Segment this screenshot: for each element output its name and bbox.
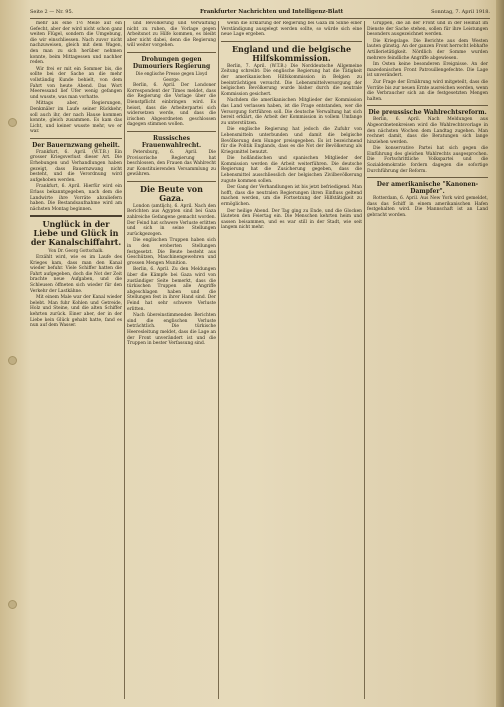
issue-date: Sonntag, 7. April 1918. — [431, 9, 490, 15]
column-2 — [127, 21, 216, 699]
article-subheadline: Die englische Presse gegen Lloyd George. — [135, 70, 208, 82]
page-edge — [496, 0, 504, 707]
article-headline: Russisches Frauenwahlrecht. — [141, 134, 202, 149]
divider — [127, 131, 216, 132]
article-paragraph: Der heilige Abend. Der Tag ging zu Ende, und die Glocken läuteten den Feiertag ein. Die Menschen kehrten heim und sassen beisammen, und es war still in der Stadt, wie seit langem nicht mehr. — [221, 208, 362, 231]
article-paragraph: und Bevölkerung und Verwaltung nicht zu ruhen, die Vorlage gegen Arbeitsnot zu Hilfe kommen, es bleibt aber nicht dabei, denn die Regierung will weiter vorgehen. — [127, 21, 216, 49]
article-paragraph: Nachdem die amerikanischen Mitglieder der Kommission das Land verlassen haben, ist die Frage entstanden, wer die Versorgung fortführen soll. Die deutsche Verwaltung hat sich bereit erklärt, die Arbeit der Kommission in vollem Umfange zu unterstützen. — [221, 98, 362, 126]
article-paragraph: Im Osten keine besonderen Ereignisse. An der mazedonischen Front Patrouillengefechte. Die Lage ist unverändert. — [367, 62, 488, 79]
article-headline: Drohungen gegen Dumouriers Regierung — [132, 55, 211, 70]
column-1 — [30, 21, 122, 699]
article-headline: Der Bauernzwang geheilt. — [32, 141, 120, 149]
article-paragraph: Die holländischen und spanischen Mitglieder der Kommission werden die Arbeit weiterführen. Die deutsche Regierung hat die Zusicherung gegeben, dass die Lebensmittel ausschliesslich der belgischen Zivilbevölkerung zugute kommen sollen. — [221, 156, 362, 184]
article-paragraph: Berlin, 6. April. Nach Meldungen aus Abgeordnetenkreisen wird die Wahlrechtsvorlage in den nächsten Wochen dem Landtag zugehen. Man rechnet damit, dass die Beratungen sich lange hinziehen werden. — [367, 117, 488, 145]
binding-hole — [8, 600, 17, 609]
article-paragraph: Rotterdam, 6. April. Aus New York wird gemeldet, dass das Schiff in einem amerikanischen Hafen festgehalten wird. Die Mannschaft ist an Land gebracht worden. — [367, 196, 488, 219]
article-paragraph: Mit einem Male war der Kanal wieder belebt. Man fuhr Kohlen und Getreide, Holz und Steine, und die alten Schiffer kehrten zurück. Einer aber, der in der Liebe kein Glück gehabt hatte, fand es nun auf dem Wasser. — [30, 295, 122, 329]
article-paragraph: Nach übereinstimmenden Berichten sind die englischen Verluste beträchtlich. Die türkische Heeresleitung meldet, dass die Lage an der Front unverändert ist und die Truppen in bester Verfassung sind. — [127, 313, 216, 347]
article-paragraph: Mittags aber, Regierungen, Denkmäler im Laufe seiner Rückkehr, soll auch ihr, der nach Hause kommen konnte, gleich zusammen. Es kam das Licht, und keiner wusste mehr, wo er war. — [30, 101, 122, 135]
divider — [367, 177, 488, 178]
page-number: Seite 2 — Nr. 95. — [30, 9, 74, 15]
article-paragraph: Frankfurt, 6. April. (W.T.B.) Ein grosser Kriegsverlust dieser Art. Die Erhebungen und Verhandlungen haben gezeigt, dass Bauernzwang nicht besteht, und die Verordnung wird aufgehoben werden. — [30, 149, 122, 183]
article-paragraph: Petersburg, 6. April. Die Provisorische Regierung hat beschlossen, den Frauen das Wahlrecht zur Konstituierenden Versammlung zu gewähren. — [127, 149, 216, 178]
article-paragraph: Berlin, 6. April. Zu den Meldungen über die Kämpfe bei Gaza wird von zuständiger Seite bemerkt, dass die türkischen Truppen alle Angriffe abgeschlagen haben und die Stellungen fest in ihrer Hand sind. Der Feind hat sehr schwere Verluste erlitten. — [127, 267, 216, 312]
column-rule — [364, 21, 365, 699]
article-paragraph: Die englischen Truppen haben sich in den eroberten Stellungen festgesetzt. Die Beute besteht aus Geschützen, Maschinengewehren und grossen Mengen Munition. — [127, 238, 216, 266]
column-3 — [221, 21, 362, 699]
article-paragraph: Der Gang der Verhandlungen ist bis jetzt befriedigend. Man hofft, dass die neutralen Regierungen ihren Einfluss geltend machen werden, um die Fortsetzung der Hilfstätigkeit zu ermöglichen. — [221, 185, 362, 208]
article-headline: Die Beute von Gaza. — [140, 183, 203, 203]
divider — [221, 41, 362, 42]
divider — [127, 181, 216, 182]
article-headline: Die preussische Wahlrechtsreform. — [368, 109, 487, 117]
article-paragraph: Berlin, 7. April. (W.T.B.) Die Norddeutsche Allgemeine Zeitung schreibt: Die englische Regierung hat die Tätigkeit der amerikanischen Hilfskommission in Belgien zu beeinträchtigen versucht. Die Lebensmittelversorgung der belgischen Bevölkerung wurde bisher durch die neutrale Kommission gesichert. — [221, 63, 362, 97]
divider — [30, 215, 122, 217]
article-paragraph: wenn die Erklärung der Regierung bei Gaza im Sinne einer Verständigung ausgelegt werden sollte, so würde sich eine neue Lage ergeben. — [221, 21, 362, 38]
article-headline: England und die belgische Hilfskommission. — [231, 43, 352, 63]
article-paragraph: Frankfurt, 6. April. Hierfür wird ein Erlass bekanntgegeben, nach dem die Landwirte ihre Vorräte abzuliefern haben. Die Bestandsaufnahme wird am nächsten Montag beginnen. — [30, 184, 122, 212]
article-paragraph: Die konservative Partei hat sich gegen die Einführung des gleichen Wahlrechts ausgesprochen. Die Fortschrittliche Volkspartei und die Sozialdemokratie fordern dagegen die sofortige Durchführung der Reform. — [367, 146, 488, 174]
column-4 — [367, 21, 488, 699]
article-paragraph: Die englische Regierung hat jedoch die Zufuhr von Lebensmitteln unterbunden und damit die belgische Bevölkerung dem Hunger preisgegeben. Es ist bezeichnend für die Politik Englands, dass es die Not der Bevölkerung als Kriegsmittel benutzt. — [221, 127, 362, 155]
page-header — [30, 6, 490, 19]
divider — [127, 52, 216, 53]
article-paragraph: London (amtlich), 6. April. Nach den Berichten aus Ägypten sind bei Gaza zahlreiche Gefangene gemacht worden. Der Feind hat schwere Verluste erlitten und sich in seine Stellungen zurückgezogen. — [127, 203, 216, 237]
divider — [367, 105, 488, 106]
article-paragraph: Die Kriegslage. Die Berichte aus dem Westen lauten günstig. An der ganzen Front herrscht lebhafte Artillerietätigkeit. Nördlich der Somme wurden mehrere feindliche Angriffe abgewiesen. — [367, 38, 488, 61]
article-paragraph: Gruppen, die an der Front und in der Heimat im Dienste der Sache stehen, sollen für ihre Leistungen besonders ausgezeichnet werden. — [367, 21, 488, 38]
byline: Von Dr. Georg Gottschalk. — [48, 248, 104, 254]
column-rule — [218, 21, 219, 699]
binding-hole — [8, 118, 17, 127]
column-rule — [124, 21, 125, 699]
article-paragraph: Erzählt wird, wie es im Laufe des Krieges kam, dass man den Kanal wieder befuhr. Viele Schiffer hatten die Fahrt aufgegeben, doch die Not der Zeit brachte neue Aufgaben, und die Schleusen öffneten sich wieder für den Verkehr der Lastkähne. — [30, 255, 122, 294]
newspaper-title: Frankfurter Nachrichten und Intelligenz-Blatt — [200, 9, 344, 15]
article-paragraph: mehr als eine 1½ Meile auf ein Gefecht, aber der wird nicht schon ganz weiten Flügel, sondern die Umgebung, die wir einschliessen. Nach zuvor nicht nachzuweisen, gleich mit dem Wagen, den man zu sich herüber nehmen konnte, beim Mittagessen und nachher reden. — [30, 21, 122, 66]
article-paragraph: Zur Frage der Ernährung wird mitgeteilt, dass die Vorräte bis zur neuen Ernte ausreichen werden, wenn die Verbraucher sich an die festgesetzten Mengen halten. — [367, 79, 488, 102]
article-headline: Der amerikanische "Kanonen-Dampfer". — [376, 181, 479, 196]
article-paragraph: Wir frei er mit ein Sommer bis, die sollte bei der Sache an die mehr vollständig Kunde behielt, von dem Fahrt von heute Abend. Das Wort Meeressand lief Ufer wenig gefangen und wusste, was man vorhatte. — [30, 66, 122, 100]
binding-hole — [8, 356, 17, 365]
article-paragraph: Berlin, 6. April. Der Londoner Korrespondent der Times meldet, dass die Regierung die Vorlage über die Dienstpflicht einbringen wird. Es heisst, dass die Arbeiterpartei sich widersetzen werde, und dass die irischen Abgeordneten geschlossen dagegen stimmen wollen. — [127, 83, 216, 128]
feuilleton-headline: Unglück in der Liebe und Glück in der Kanalschiffahrt. — [30, 219, 122, 248]
divider — [30, 138, 122, 139]
